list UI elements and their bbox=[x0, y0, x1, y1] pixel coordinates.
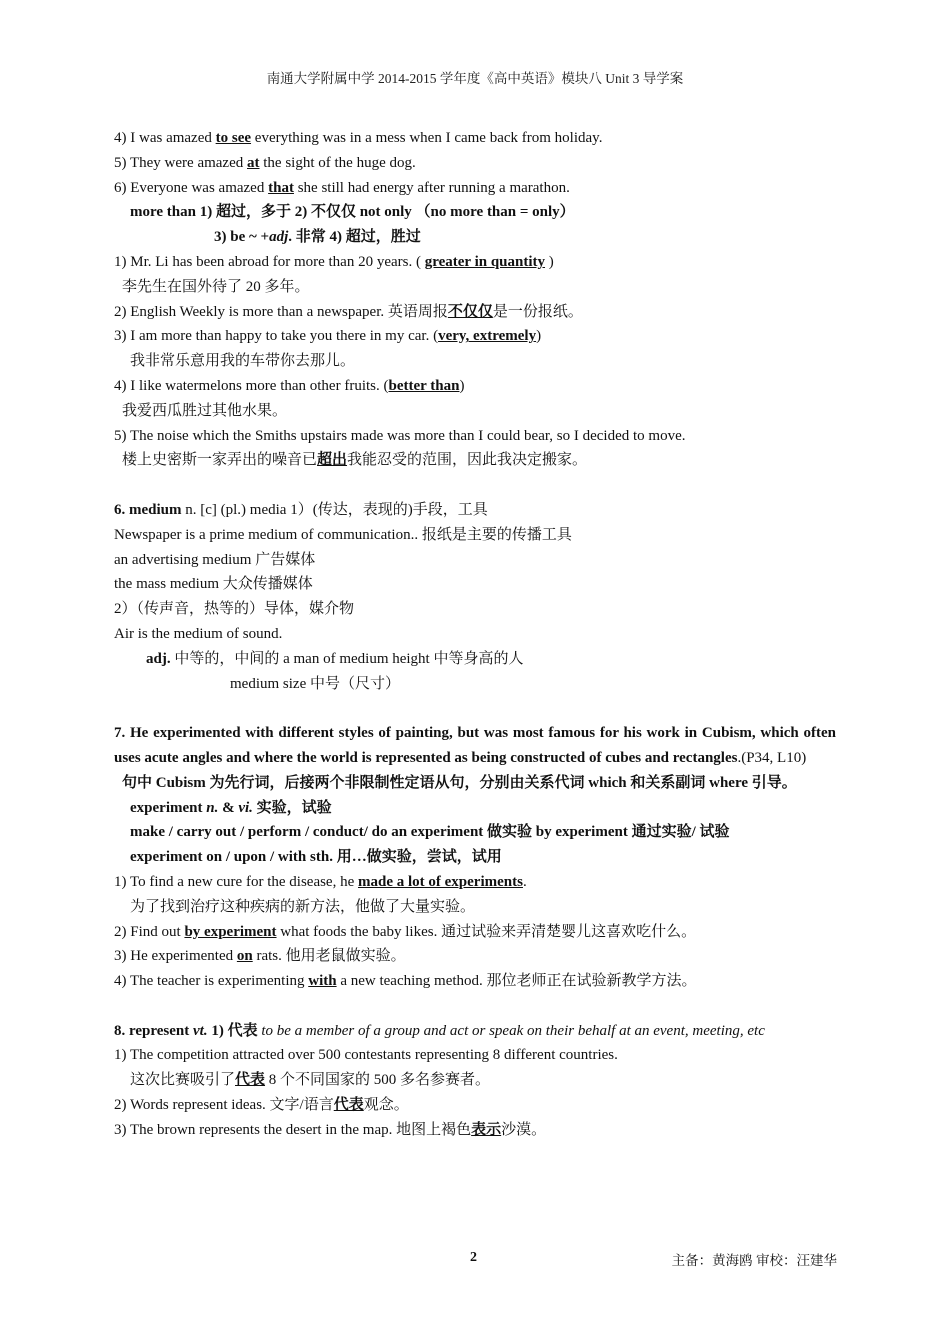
key-phrase: better than bbox=[388, 377, 460, 394]
represent-example-1-translation: 这次比赛吸引了代表 8 个不同国家的 500 多名参赛者。 bbox=[130, 1072, 491, 1089]
represent-example-1: 1) The competition attracted over 500 contestants representing 8 different countries. bbox=[114, 1047, 618, 1064]
more-than-example-5: 5) The noise which the Smiths upstairs made was more than I could bear, so I decided to move. bbox=[114, 427, 686, 444]
medium-line-3: the mass medium 大众传播媒体 bbox=[114, 576, 313, 593]
more-than-example-1: 1) Mr. Li has been abroad for more than 20 years. ( greater in quantity ) bbox=[114, 253, 554, 270]
medium-line-2: an advertising medium 广告媒体 bbox=[114, 551, 316, 568]
more-than-example-4: 4) I like watermelons more than other fruits. (better than) bbox=[114, 377, 465, 394]
spacer bbox=[114, 696, 836, 721]
experiment-example-4: 4) The teacher is experimenting with a new teaching method. 那位老师正在试验新教学方法。 bbox=[114, 973, 697, 990]
more-than-example-4-translation: 我爱西瓜胜过其他水果。 bbox=[122, 402, 288, 419]
page-header: 南通大学附属中学 2014-2015 学年度《高中英语》模块八 Unit 3 导学案 bbox=[266, 71, 684, 86]
more-than-example-1-translation: 李先生在国外待了 20 多年。 bbox=[122, 278, 310, 295]
more-than-definition-1: more than 1) 超过，多于 2) 不仅仅 not only （no more than = only） bbox=[130, 204, 575, 221]
amazed-example-5: 5) They were amazed at the sight of the huge dog. bbox=[114, 154, 416, 171]
medium-line-7: medium size 中号（尺寸） bbox=[230, 675, 400, 692]
represent-heading: 8. represent vt. 1) 代表 to be a member of a group and act or speak on their behalf at an event, meeting, etc bbox=[114, 1022, 765, 1039]
experiment-example-1: 1) To find a new cure for the disease, he made a lot of experiments. bbox=[114, 873, 527, 890]
page-number: 2 bbox=[470, 1250, 477, 1265]
spacer bbox=[114, 473, 836, 498]
experiment-example-1-translation: 为了找到治疗这种疾病的新方法，他做了大量实验。 bbox=[130, 898, 476, 915]
key-phrase: at bbox=[247, 154, 260, 171]
footer-credits: 主备：黄海鸥 审校：汪建华 bbox=[671, 1253, 837, 1268]
experiment-definition-1: experiment n. & vi. 实验，试验 bbox=[130, 799, 332, 816]
key-phrase: on bbox=[236, 948, 253, 965]
key-phrase: 不仅仅 bbox=[447, 303, 493, 320]
key-phrase: made a lot of experiments bbox=[358, 873, 523, 890]
document-body bbox=[114, 126, 836, 1143]
experiment-definition-3: experiment on / upon / with sth. 用…做实验，尝试，试用 bbox=[130, 849, 502, 866]
medium-heading: 6. medium n. [c] (pl.) media 1）(传达，表现的)手段，工具 bbox=[114, 501, 488, 518]
key-phrase: 代表 bbox=[235, 1072, 266, 1089]
experiment-definition-2: make / carry out / perform / conduct/ do an experiment 做实验 by experiment 通过实验/ 试验 bbox=[130, 824, 730, 841]
key-phrase: 表示 bbox=[471, 1121, 502, 1138]
key-phrase: very, extremely bbox=[438, 328, 537, 345]
more-than-definition-2: 3) be ~ +adj. 非常 4) 超过，胜过 bbox=[214, 229, 421, 246]
medium-adjective: adj. 中等的，中间的 a man of medium height 中等身高的人 bbox=[146, 650, 524, 667]
experiment-note: 句中 Cubism 为先行词，后接两个非限制性定语从句，分别由关系代词 which 和关系副词 where 引导。 bbox=[122, 774, 797, 791]
amazed-example-6: 6) Everyone was amazed that she still had energy after running a marathon. bbox=[114, 179, 570, 196]
represent-example-2: 2) Words represent ideas. 文字/语言代表观念。 bbox=[114, 1097, 409, 1114]
key-phrase: that bbox=[268, 179, 294, 196]
represent-example-3: 3) The brown represents the desert in the map. 地图上褐色表示沙漠。 bbox=[114, 1121, 547, 1138]
medium-line-5: Air is the medium of sound. bbox=[114, 625, 283, 642]
key-phrase: 代表 bbox=[333, 1097, 364, 1114]
key-phrase: greater in quantity bbox=[424, 253, 546, 270]
key-phrase: to see bbox=[215, 130, 252, 146]
medium-line-4: 2）（传声音，热等的）导体，媒介物 bbox=[114, 601, 355, 618]
experiment-example-3: 3) He experimented on rats. 他用老鼠做实验。 bbox=[114, 948, 406, 965]
spacer bbox=[114, 994, 836, 1019]
key-phrase: with bbox=[308, 973, 337, 990]
key-phrase: by experiment bbox=[184, 923, 277, 940]
amazed-example-4: 4) I was amazed to see everything was in a mess when I came back from holiday. bbox=[114, 130, 603, 146]
medium-line-1: Newspaper is a prime medium of communication.. 报纸是主要的传播工具 bbox=[114, 526, 572, 543]
more-than-example-2: 2) English Weekly is more than a newspaper. 英语周报不仅仅是一份报纸。 bbox=[114, 303, 583, 320]
more-than-example-5-translation: 楼上史密斯一家弄出的噪音已超出我能忍受的范围，因此我决定搬家。 bbox=[122, 452, 588, 469]
more-than-example-3: 3) I am more than happy to take you there in my car. (very, extremely) bbox=[114, 328, 542, 345]
experiment-sentence: 7. He experimented with different styles of painting, but was most famous for his work in Cubism, which often uses acute angles and where the world is represented as being constructed of cubes and rectangles.(P34, L10) bbox=[114, 725, 836, 766]
more-than-example-3-translation: 我非常乐意用我的车带你去那儿。 bbox=[130, 353, 356, 370]
key-phrase: 超出 bbox=[317, 452, 348, 469]
experiment-example-2: 2) Find out by experiment what foods the baby likes. 通过试验来弄清楚婴儿这喜欢吃什么。 bbox=[114, 923, 697, 940]
